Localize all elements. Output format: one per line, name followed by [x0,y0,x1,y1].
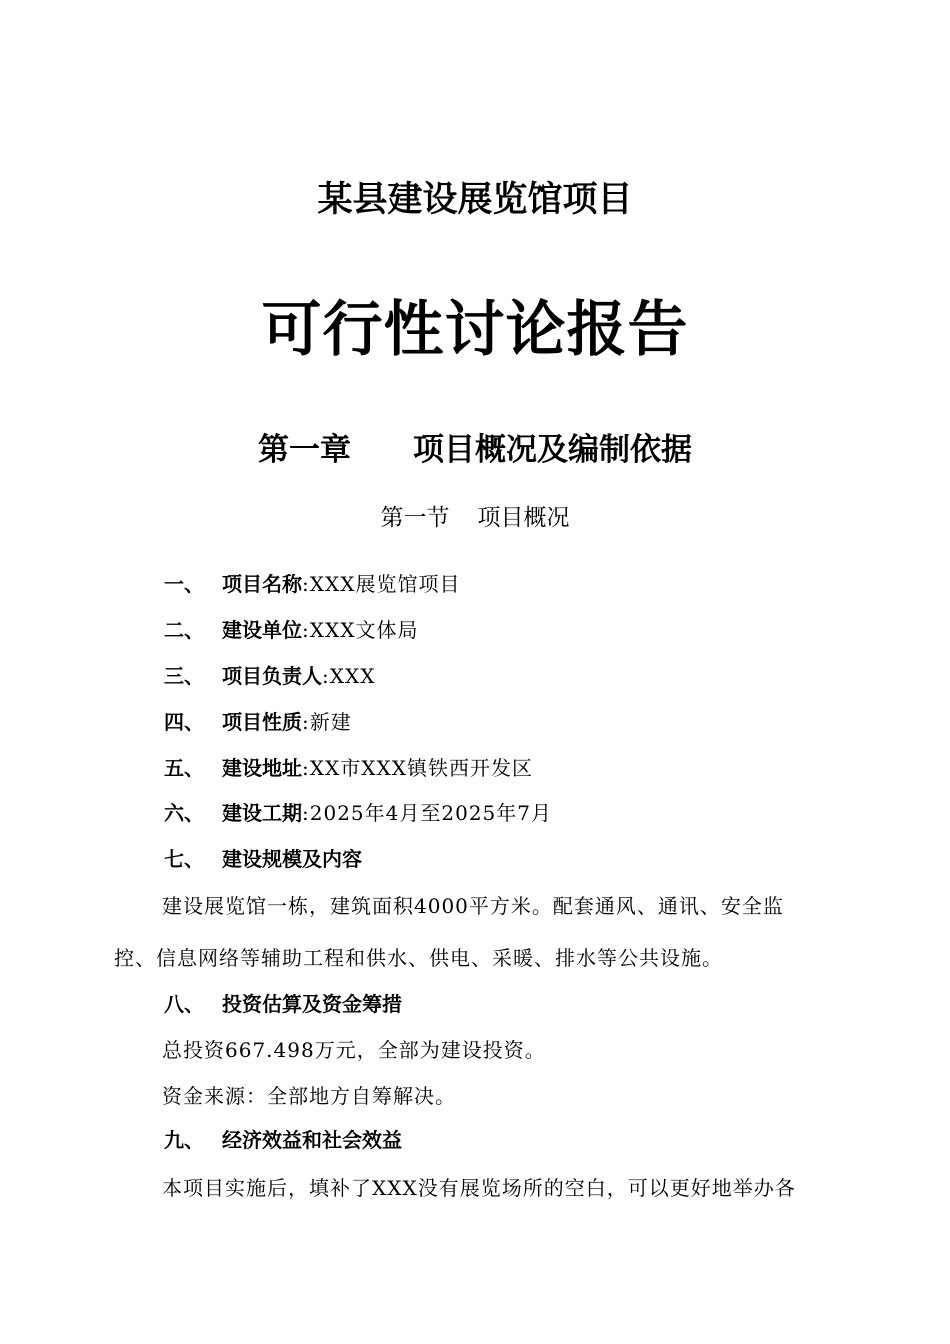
funding-source: 资金来源：全部地方自筹解决。 [162,1084,456,1108]
heading-text: 建设规模及内容 [222,847,362,871]
scale-paragraph-line2: 控、信息网络等辅助工程和供水、供电、采暖、排水等公共设施。 [114,946,723,970]
item-value: 2025年4月至2025年7月 [309,801,552,825]
scale-heading [164,842,362,876]
list-item [164,659,375,693]
item-key: 项目负责人 [222,664,322,688]
list-item [164,567,460,601]
chapter-title: 项目概况及编制依据 [413,432,692,468]
section-title: 项目概况 [477,505,570,531]
chapter-heading [0,428,950,472]
item-number: 三、 [164,664,204,688]
item-number: 四、 [164,710,204,734]
project-title: 某县建设展览馆项目 [317,180,633,220]
item-value: XXX [329,664,376,688]
item-number: 二、 [164,618,204,642]
investment-total: 总投资667.498万元，全部为建设投资。 [162,1038,546,1062]
chapter-number: 第一章 [258,432,351,468]
list-item [164,613,418,647]
item-separator: : [302,618,310,642]
scale-paragraph-line1: 建设展览馆一栋，建筑面积4000平方米。配套通风、通讯、安全监 [162,894,784,918]
item-number: 九、 [164,1128,204,1152]
heading-text: 投资估算及资金筹措 [222,992,402,1016]
item-separator: : [322,664,330,688]
item-key: 建设单位 [222,618,302,642]
benefits-paragraph-line1: 本项目实施后，填补了XXX没有展览场所的空白，可以更好地举办各 [162,1176,796,1200]
item-number: 七、 [164,847,204,871]
section-heading [0,500,950,536]
item-number: 五、 [164,756,204,780]
list-item [164,751,533,785]
item-separator: : [302,710,310,734]
item-key: 建设工期 [222,801,302,825]
item-value: XX市XXX镇铁西开发区 [309,756,533,780]
item-key: 项目名称 [222,572,302,596]
heading-text: 经济效益和社会效益 [222,1128,402,1152]
item-value: 新建 [309,710,352,734]
report-title: 可行性讨论报告 [261,295,689,365]
item-value: XXX展览馆项目 [309,572,461,596]
item-value: XXX文体局 [309,618,419,642]
item-number: 六、 [164,801,204,825]
item-number: 八、 [164,992,204,1016]
item-separator: : [302,572,310,596]
item-number: 一、 [164,572,204,596]
section-number: 第一节 [380,505,450,531]
list-item [164,796,552,830]
item-separator: : [302,756,310,780]
item-key: 建设地址 [222,756,302,780]
benefits-heading [164,1123,402,1157]
item-separator: : [302,801,310,825]
list-item [164,705,352,739]
item-key: 项目性质 [222,710,302,734]
investment-heading [164,987,402,1021]
